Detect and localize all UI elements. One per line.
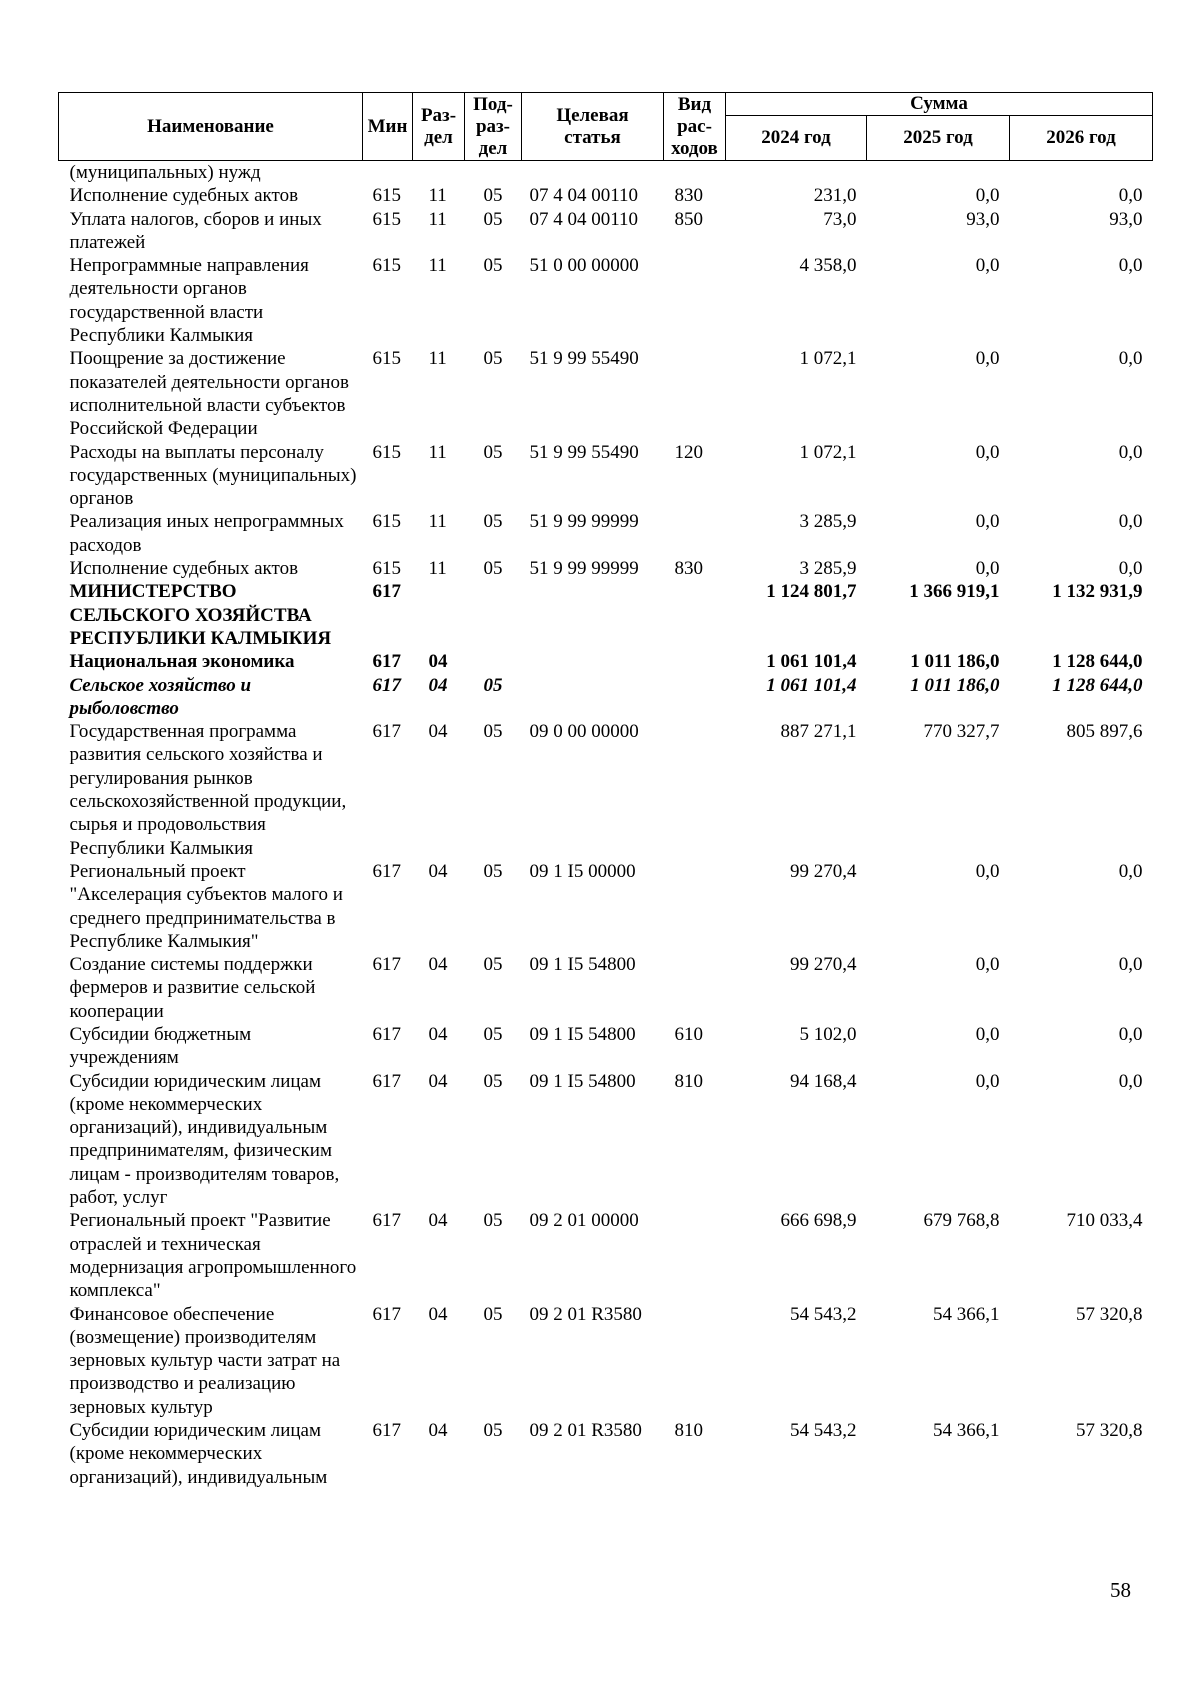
row-sum-2025: 0,0 xyxy=(975,954,1000,976)
row-statya: 09 1 I5 54800 xyxy=(529,1023,636,1045)
row-sum-2026: 1 128 644,0 xyxy=(1052,674,1143,696)
row-sum-2024: 1 061 101,4 xyxy=(766,674,857,696)
row-statya: 09 2 01 00000 xyxy=(529,1210,639,1232)
row-razdel: 04 xyxy=(428,651,448,673)
row-min: 617 xyxy=(372,1303,401,1325)
row-sum-2025: 0,0 xyxy=(975,348,1000,370)
row-sum-2026: 0,0 xyxy=(1118,558,1143,580)
row-sum-2025: 54 366,1 xyxy=(933,1420,1000,1442)
row-statya: 51 9 99 99999 xyxy=(529,511,639,533)
row-sum-2024: 94 168,4 xyxy=(790,1070,857,1092)
table-row xyxy=(59,161,1153,185)
row-statya: 09 2 01 R3580 xyxy=(529,1303,642,1325)
table-body xyxy=(59,161,1153,1489)
row-sum-2024: 1 124 801,7 xyxy=(766,581,857,603)
row-podrazdel: 05 xyxy=(483,860,503,882)
row-vid xyxy=(664,580,726,650)
header-year-2025: 2025 год xyxy=(867,116,1010,161)
table-row xyxy=(59,860,1153,953)
row-sum-2026: 0,0 xyxy=(1118,954,1143,976)
row-name: Субсидии юридическим лицам (кроме некоммерческих организаций), индивидуальным предпринимателям, физическим лицам - производителям товаров, работ, услуг xyxy=(69,1070,340,1209)
header-year-2026: 2026 год xyxy=(1010,116,1153,161)
row-vid xyxy=(664,1303,726,1419)
row-min: 617 xyxy=(372,651,401,673)
row-sum-2025: 679 768,8 xyxy=(923,1210,1000,1232)
table-row xyxy=(59,1209,1153,1302)
table-row xyxy=(59,650,1153,673)
row-sum-2025: 0,0 xyxy=(975,441,1000,463)
row-razdel xyxy=(413,580,465,650)
row-name: Региональный проект "Развитие отраслей и техническая модернизация агропромышленного комплекса" xyxy=(69,1210,357,1302)
row-sum-2026: 0,0 xyxy=(1118,185,1143,207)
row-razdel: 04 xyxy=(428,1420,448,1442)
table-row xyxy=(59,953,1153,1023)
row-min: 617 xyxy=(372,1420,401,1442)
row-razdel: 11 xyxy=(428,185,447,207)
row-sum-2025 xyxy=(867,161,1010,185)
row-sum-2025: 0,0 xyxy=(975,255,1000,277)
table-row xyxy=(59,347,1153,440)
row-name: (муниципальных) нужд xyxy=(69,162,261,183)
row-podrazdel: 05 xyxy=(483,1210,503,1232)
row-statya: 09 0 00 00000 xyxy=(529,721,639,743)
row-vid xyxy=(664,161,726,185)
row-sum-2026: 0,0 xyxy=(1118,348,1143,370)
table-row xyxy=(59,674,1153,721)
row-sum-2024: 54 543,2 xyxy=(790,1303,857,1325)
row-sum-2026: 0,0 xyxy=(1118,1070,1143,1092)
row-name: Национальная экономика xyxy=(69,651,295,673)
header-summa: Сумма xyxy=(726,93,1153,116)
row-sum-2025: 1 366 919,1 xyxy=(909,581,1000,603)
row-razdel: 04 xyxy=(428,954,448,976)
table-row xyxy=(59,441,1153,511)
row-name: Субсидии бюджетным учреждениям xyxy=(69,1023,252,1069)
row-razdel: 04 xyxy=(428,860,448,882)
row-sum-2024: 73,0 xyxy=(823,208,857,230)
row-vid: 610 xyxy=(674,1023,703,1045)
row-min: 617 xyxy=(372,581,401,603)
row-vid xyxy=(664,953,726,1023)
table-row xyxy=(59,208,1153,255)
row-min: 617 xyxy=(372,674,401,696)
row-min: 617 xyxy=(372,860,401,882)
row-min xyxy=(363,161,413,185)
row-vid: 810 xyxy=(674,1420,703,1442)
table-header xyxy=(59,93,1153,161)
row-sum-2024: 887 271,1 xyxy=(780,721,857,743)
row-sum-2025: 0,0 xyxy=(975,1023,1000,1045)
row-vid xyxy=(664,720,726,860)
row-name: МИНИСТЕРСТВО СЕЛЬСКОГО ХОЗЯЙСТВА РЕСПУБЛИКИ КАЛМЫКИЯ xyxy=(69,581,332,649)
row-min: 617 xyxy=(372,1070,401,1092)
header-podrazdel: Под- раз- дел xyxy=(465,93,522,161)
row-vid: 830 xyxy=(674,558,703,580)
row-sum-2024: 1 072,1 xyxy=(799,441,857,463)
row-razdel: 11 xyxy=(428,511,447,533)
row-name: Реализация иных непрограммных расходов xyxy=(69,511,344,556)
row-statya: 09 1 I5 54800 xyxy=(529,954,636,976)
table-row xyxy=(59,580,1153,650)
row-podrazdel: 05 xyxy=(483,1023,503,1045)
row-podrazdel: 05 xyxy=(483,185,503,207)
row-sum-2025: 0,0 xyxy=(975,860,1000,882)
row-statya xyxy=(522,674,664,721)
row-razdel: 04 xyxy=(428,674,448,696)
row-sum-2024: 3 285,9 xyxy=(799,558,857,580)
row-podrazdel: 05 xyxy=(483,1303,503,1325)
row-razdel: 04 xyxy=(428,1023,448,1045)
table-row xyxy=(59,1419,1153,1489)
row-name: Государственная программа развития сельского хозяйства и регулирования рынков сельскохозяйственной продукции, сырья и продовольствия Республики Калмыкия xyxy=(69,721,347,859)
row-podrazdel xyxy=(465,580,522,650)
row-razdel: 04 xyxy=(428,1070,448,1092)
row-vid xyxy=(664,347,726,440)
row-name: Субсидии юридическим лицам (кроме некоммерческих организаций), индивидуальным xyxy=(69,1420,328,1488)
row-razdel: 11 xyxy=(428,558,447,580)
row-statya: 09 2 01 R3580 xyxy=(529,1420,642,1442)
row-sum-2026: 1 128 644,0 xyxy=(1052,651,1143,673)
row-sum-2025: 770 327,7 xyxy=(923,721,1000,743)
row-vid: 120 xyxy=(674,441,703,463)
table-row xyxy=(59,184,1153,207)
row-name: Исполнение судебных актов xyxy=(69,185,299,207)
row-podrazdel: 05 xyxy=(483,558,503,580)
row-statya: 51 9 99 99999 xyxy=(529,558,639,580)
row-razdel: 04 xyxy=(428,721,448,743)
budget-table xyxy=(58,92,1153,1489)
row-vid xyxy=(664,674,726,721)
row-razdel: 11 xyxy=(428,348,447,370)
row-sum-2024 xyxy=(726,161,867,185)
row-podrazdel xyxy=(465,650,522,673)
row-razdel xyxy=(413,161,465,185)
table-row xyxy=(59,1303,1153,1419)
row-sum-2025: 0,0 xyxy=(975,185,1000,207)
header-vid: Вид рас- ходов xyxy=(664,93,726,161)
row-podrazdel: 05 xyxy=(483,348,503,370)
row-min: 615 xyxy=(372,558,401,580)
row-statya: 51 9 99 55490 xyxy=(529,348,639,370)
row-podrazdel xyxy=(465,161,522,185)
row-podrazdel: 05 xyxy=(483,208,503,230)
row-sum-2024: 1 061 101,4 xyxy=(766,651,857,673)
row-sum-2026 xyxy=(1010,161,1153,185)
header-min: Мин xyxy=(363,93,413,161)
row-razdel: 04 xyxy=(428,1210,448,1232)
row-sum-2026: 805 897,6 xyxy=(1066,721,1143,743)
row-sum-2024: 99 270,4 xyxy=(790,860,857,882)
header-name: Наименование xyxy=(59,93,363,161)
row-min: 615 xyxy=(372,511,401,533)
row-statya xyxy=(522,650,664,673)
row-sum-2026: 93,0 xyxy=(1109,208,1143,230)
row-sum-2026: 0,0 xyxy=(1118,1023,1143,1045)
table-row xyxy=(59,720,1153,860)
row-sum-2024: 3 285,9 xyxy=(799,511,857,533)
table-row xyxy=(59,510,1153,557)
header-statya: Целевая статья xyxy=(522,93,664,161)
row-min: 615 xyxy=(372,348,401,370)
row-statya: 51 9 99 55490 xyxy=(529,441,639,463)
row-podrazdel: 05 xyxy=(483,1070,503,1092)
row-razdel: 04 xyxy=(428,1303,448,1325)
row-sum-2025: 93,0 xyxy=(966,208,1000,230)
row-name: Расходы на выплаты персоналу государственных (муниципальных) органов xyxy=(69,441,357,510)
row-sum-2024: 4 358,0 xyxy=(799,255,857,277)
row-podrazdel: 05 xyxy=(483,511,503,533)
row-name: Создание системы поддержки фермеров и развитие сельской кооперации xyxy=(69,954,316,1022)
row-vid: 850 xyxy=(674,208,703,230)
document-page xyxy=(58,92,1152,1489)
row-statya: 09 1 I5 00000 xyxy=(529,860,636,882)
row-podrazdel: 05 xyxy=(483,674,503,696)
row-razdel: 11 xyxy=(428,255,447,277)
row-min: 615 xyxy=(372,441,401,463)
row-statya: 07 4 04 00110 xyxy=(529,208,639,230)
row-min: 617 xyxy=(372,954,401,976)
row-min: 617 xyxy=(372,1023,401,1045)
header-year-2024: 2024 год xyxy=(726,116,867,161)
row-vid xyxy=(664,650,726,673)
row-sum-2026: 1 132 931,9 xyxy=(1052,581,1143,603)
header-razdel: Раз- дел xyxy=(413,93,465,161)
table-row xyxy=(59,254,1153,347)
row-vid xyxy=(664,254,726,347)
row-sum-2025: 1 011 186,0 xyxy=(910,651,1000,673)
page-number: 58 xyxy=(1110,1578,1131,1602)
row-min: 615 xyxy=(372,208,401,230)
row-sum-2026: 0,0 xyxy=(1118,255,1143,277)
row-statya xyxy=(522,580,664,650)
row-statya xyxy=(522,161,664,185)
row-sum-2025: 0,0 xyxy=(975,511,1000,533)
row-min: 615 xyxy=(372,185,401,207)
row-name: Уплата налогов, сборов и иных платежей xyxy=(69,208,322,253)
row-sum-2026: 0,0 xyxy=(1118,441,1143,463)
row-sum-2025: 0,0 xyxy=(975,1070,1000,1092)
row-vid xyxy=(664,1209,726,1302)
row-sum-2026: 710 033,4 xyxy=(1066,1210,1143,1232)
row-sum-2024: 1 072,1 xyxy=(799,348,857,370)
table-row xyxy=(59,1023,1153,1070)
row-razdel: 11 xyxy=(428,208,447,230)
row-podrazdel: 05 xyxy=(483,441,503,463)
row-min: 617 xyxy=(372,721,401,743)
table-row xyxy=(59,557,1153,580)
row-name: Поощрение за достижение показателей деятельности органов исполнительной власти субъектов Российской Федерации xyxy=(69,348,349,440)
row-statya: 09 1 I5 54800 xyxy=(529,1070,636,1092)
row-name: Непрограммные направления деятельности органов государственной власти Республики Калмыкия xyxy=(69,255,309,347)
row-name: Финансовое обеспечение (возмещение) производителям зерновых культур части затрат на производство и реализацию зерновых культур xyxy=(69,1303,341,1418)
row-podrazdel: 05 xyxy=(483,1420,503,1442)
row-sum-2024: 54 543,2 xyxy=(790,1420,857,1442)
row-podrazdel: 05 xyxy=(483,721,503,743)
row-vid: 810 xyxy=(674,1070,703,1092)
row-sum-2025: 0,0 xyxy=(975,558,1000,580)
row-min: 617 xyxy=(372,1210,401,1232)
row-sum-2026: 0,0 xyxy=(1118,860,1143,882)
row-sum-2024: 5 102,0 xyxy=(799,1023,857,1045)
row-vid xyxy=(664,860,726,953)
row-podrazdel: 05 xyxy=(483,255,503,277)
row-podrazdel: 05 xyxy=(483,954,503,976)
row-statya: 51 0 00 00000 xyxy=(529,255,639,277)
row-sum-2026: 57 320,8 xyxy=(1076,1303,1143,1325)
table-row xyxy=(59,1070,1153,1210)
row-sum-2025: 1 011 186,0 xyxy=(910,674,1000,696)
row-name: Региональный проект "Акселерация субъектов малого и среднего предпринимательства в Республике Калмыкия" xyxy=(69,860,343,952)
row-sum-2024: 99 270,4 xyxy=(790,954,857,976)
row-vid: 830 xyxy=(674,185,703,207)
row-name: Исполнение судебных актов xyxy=(69,558,299,580)
row-sum-2024: 231,0 xyxy=(813,185,857,207)
row-name: Сельское хозяйство и рыболовство xyxy=(69,674,252,719)
row-sum-2026: 0,0 xyxy=(1118,511,1143,533)
row-sum-2024: 666 698,9 xyxy=(780,1210,857,1232)
row-statya: 07 4 04 00110 xyxy=(529,185,639,207)
row-razdel: 11 xyxy=(428,441,447,463)
row-vid xyxy=(664,510,726,557)
row-sum-2025: 54 366,1 xyxy=(933,1303,1000,1325)
row-sum-2026: 57 320,8 xyxy=(1076,1420,1143,1442)
row-min: 615 xyxy=(372,255,401,277)
